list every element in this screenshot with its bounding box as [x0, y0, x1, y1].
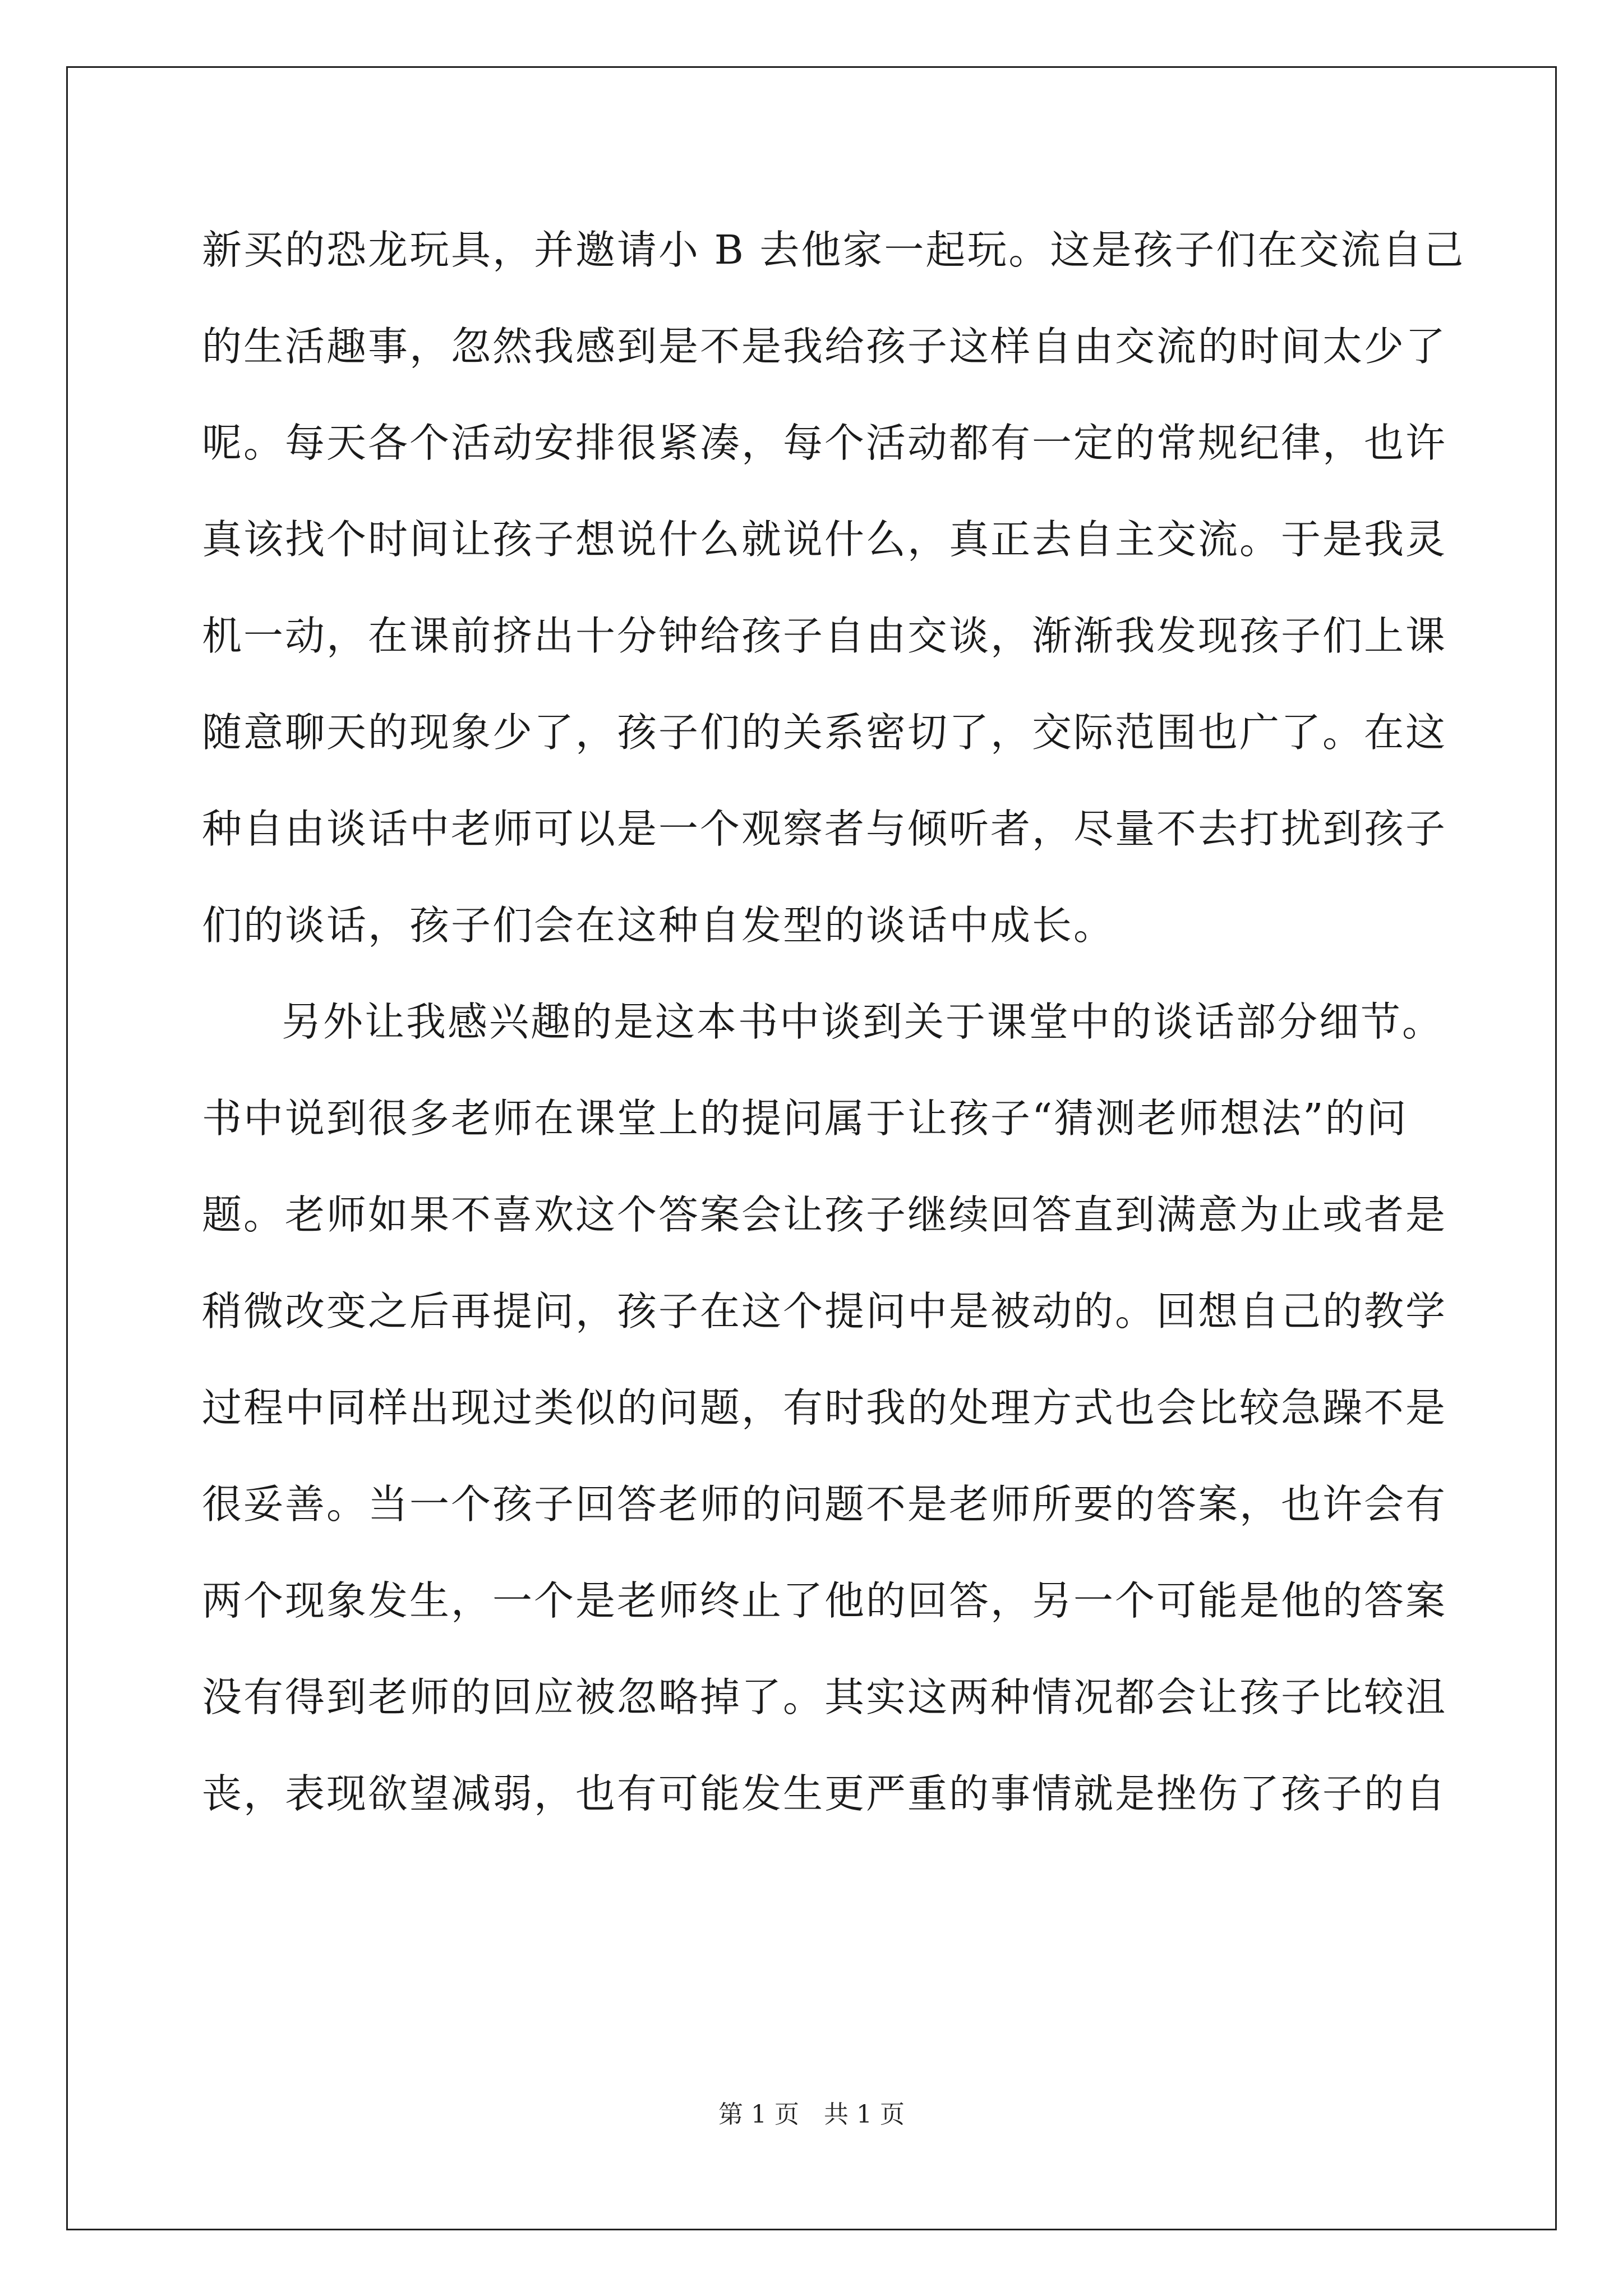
text-line: 新买的恐龙玩具，并邀请小 B 去他家一起玩。这是孩子们在交流自己: [202, 227, 1465, 273]
text-line: 们的谈话，孩子们会在这种自发型的谈话中成长。: [202, 902, 1115, 949]
text-line: 呢。每天各个活动安排很紧凑，每个活动都有一定的常规纪律，也许: [202, 420, 1447, 466]
page-footer: 第 1 页 共 1 页: [718, 2100, 905, 2129]
text-line: 的生活趣事，忽然我感到是不是我给孩子这样自由交流的时间太少了: [202, 323, 1447, 370]
text-line: 两个现象发生，一个是老师终止了他的回答，另一个可能是他的答案: [202, 1577, 1447, 1624]
text-line: 真该找个时间让孩子想说什么就说什么，真正去自主交流。于是我灵: [202, 516, 1447, 563]
text-line: 丧，表现欲望减弱，也有可能发生更严重的事情就是挫伤了孩子的自: [202, 1770, 1447, 1817]
text-line: 随意聊天的现象少了，孩子们的关系密切了，交际范围也广了。在这: [202, 709, 1447, 756]
document-body: [202, 202, 1465, 1842]
paragraph-start-line: 另外让我感兴趣的是这本书中谈到关于课堂中的谈话部分细节。: [282, 999, 1444, 1045]
text-line: 稍微改变之后再提问，孩子在这个提问中是被动的。回想自己的教学: [202, 1288, 1447, 1335]
text-line: 机一动，在课前挤出十分钟给孩子自由交谈，渐渐我发现孩子们上课: [202, 613, 1447, 659]
text-line: 题。老师如果不喜欢这个答案会让孩子继续回答直到满意为止或者是: [202, 1191, 1447, 1238]
text-line: 没有得到老师的回应被忽略掉了。其实这两种情况都会让孩子比较沮: [202, 1674, 1447, 1720]
text-line: 过程中同样出现过类似的问题，有时我的处理方式也会比较急躁不是: [202, 1384, 1447, 1431]
text-line: 书中说到很多老师在课堂上的提问属于让孩子“猜测老师想法”的问: [202, 1095, 1408, 1142]
text-line: 很妥善。当一个孩子回答老师的问题不是老师所要的答案，也许会有: [202, 1481, 1447, 1527]
text-line: 种自由谈话中老师可以是一个观察者与倾听者，尽量不去打扰到孩子: [202, 806, 1447, 852]
